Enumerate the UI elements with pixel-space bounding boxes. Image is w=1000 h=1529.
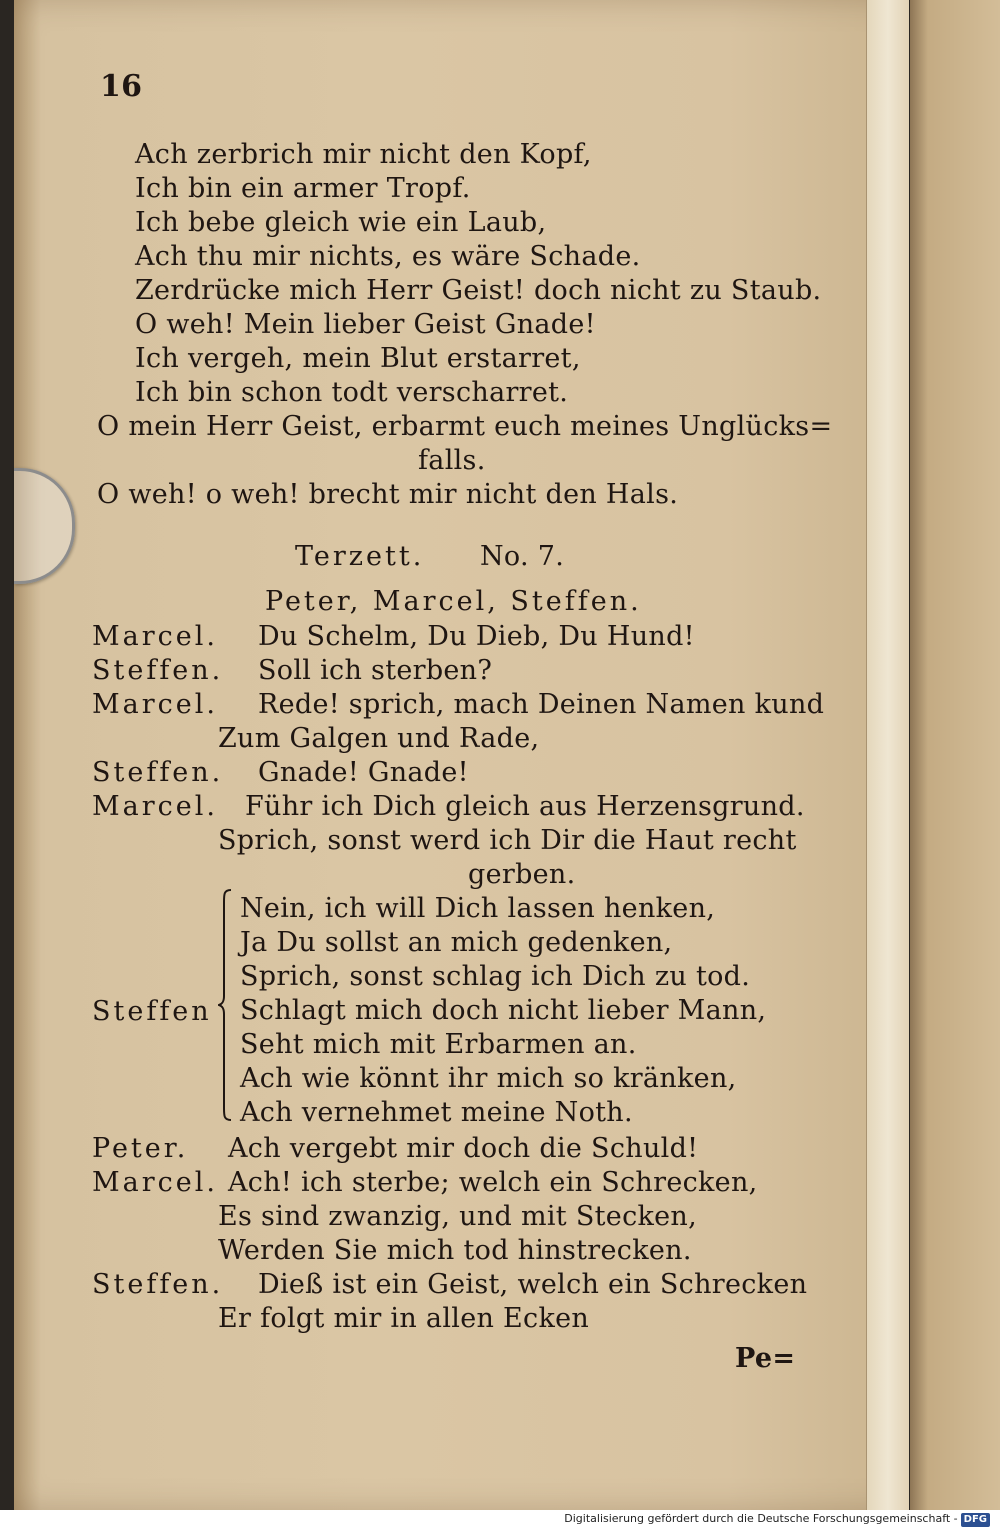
verse-line: Zerdrücke mich Herr Geist! doch nicht zu Staub.	[135, 275, 822, 306]
verse-line: Ich vergeh, mein Blut erstarret,	[135, 343, 581, 374]
dialogue-line: gerben.	[468, 859, 576, 890]
dialogue-line: Du Schelm, Du Dieb, Du Hund!	[258, 621, 695, 652]
credit-text: Digitalisierung gefördert durch die Deutsche Forschungsgemeinschaft -	[564, 1512, 958, 1525]
verse-line: falls.	[418, 445, 486, 476]
dialogue-line: Führ ich Dich gleich aus Herzensgrund.	[245, 791, 805, 822]
dialogue-line: Ach vernehmet meine Noth.	[240, 1097, 633, 1128]
catchword: Pe=	[735, 1343, 796, 1374]
dialogue-line: Schlagt mich doch nicht lieber Mann,	[240, 995, 767, 1026]
verse-line: O weh! Mein lieber Geist Gnade!	[135, 309, 596, 340]
dialogue-line: Dieß ist ein Geist, welch ein Schrecken	[258, 1269, 808, 1300]
speaker-marcel: Marcel.	[92, 791, 218, 822]
brace-bracket	[218, 888, 232, 1122]
dialogue-line: Zum Galgen und Rade,	[218, 723, 540, 754]
dialogue-line: Er folgt mir in allen Ecken	[218, 1303, 590, 1334]
verse-line: Ich bin schon todt verscharret.	[135, 377, 569, 408]
dialogue-line: Seht mich mit Erbarmen an.	[240, 1029, 637, 1060]
verse-line: O mein Herr Geist, erbarmt euch meines Unglücks=	[97, 411, 833, 442]
speaker-steffen: Steffen.	[92, 1269, 224, 1300]
verse-line: Ach thu mir nichts, es wäre Schade.	[135, 241, 641, 272]
dialogue-line: Gnade! Gnade!	[258, 757, 469, 788]
speaker-marcel: Marcel.	[92, 689, 218, 720]
digitization-credit	[564, 1512, 990, 1527]
speaker-steffen: Steffen.	[92, 655, 224, 686]
section-title: Terzett.	[295, 541, 425, 572]
verse-line: O weh! o weh! brecht mir nicht den Hals.	[97, 479, 679, 510]
dialogue-line: Werden Sie mich tod hinstrecken.	[218, 1235, 692, 1266]
speaker-steffen: Steffen.	[92, 757, 224, 788]
speaker-marcel: Marcel.	[92, 1167, 218, 1198]
dfg-logo: DFG	[961, 1513, 990, 1527]
verse-line: Ich bebe gleich wie ein Laub,	[135, 207, 547, 238]
verse-line: Ich bin ein armer Tropf.	[135, 173, 471, 204]
page-number: 16	[100, 69, 143, 104]
page-fold	[866, 0, 909, 1510]
dialogue-line: Ach wie könnt ihr mich so kränken,	[240, 1063, 737, 1094]
dialogue-line: Sprich, sonst werd ich Dir die Haut recht	[218, 825, 797, 856]
next-page-edge	[910, 0, 1000, 1510]
dialogue-line: Ach vergebt mir doch die Schuld!	[228, 1133, 699, 1164]
dialogue-line: Ach! ich sterbe; welch ein Schrecken,	[228, 1167, 758, 1198]
dialogue-line: Sprich, sonst schlag ich Dich zu tod.	[240, 961, 751, 992]
character-list: Peter, Marcel, Steffen.	[265, 586, 642, 617]
speaker-steffen: Steffen	[92, 996, 212, 1027]
verse-line: Ach zerbrich mir nicht den Kopf,	[135, 139, 592, 170]
speaker-marcel: Marcel.	[92, 621, 218, 652]
section-number: No. 7.	[480, 541, 565, 572]
dialogue-line: Nein, ich will Dich lassen henken,	[240, 893, 716, 924]
dialogue-line: Rede! sprich, mach Deinen Namen kund	[258, 689, 825, 720]
dialogue-line: Soll ich sterben?	[258, 655, 493, 686]
dialogue-line: Ja Du sollst an mich gedenken,	[240, 927, 673, 958]
dialogue-line: Es sind zwanzig, und mit Stecken,	[218, 1201, 697, 1232]
speaker-peter: Peter.	[92, 1133, 189, 1164]
